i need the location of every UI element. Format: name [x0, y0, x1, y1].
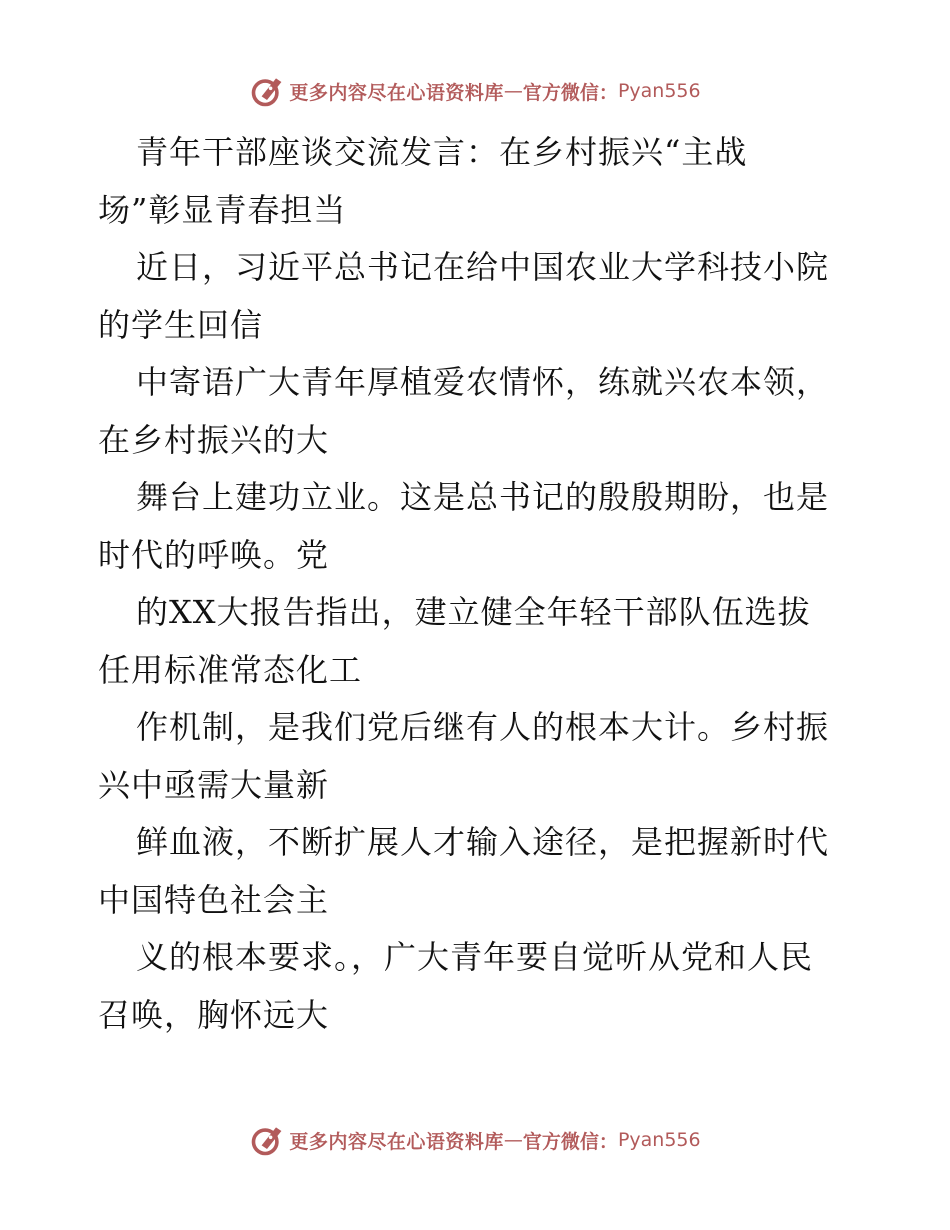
banner-wechat-label: 官方微信： — [522, 81, 618, 104]
paragraph-line: 时代的呼唤。党 — [98, 535, 330, 574]
document-title-line-2: 场”彰显青春担当 — [98, 190, 347, 229]
paragraph-line: 舞台上建功立业。这是总书记的殷殷期盼，也是 — [136, 478, 830, 516]
paragraph-line: 的XX大报告指出，建立健全年轻干部队伍选拔 — [136, 593, 811, 631]
paragraph-line: 近日，习近平总书记在给中国农业大学科技小院 — [136, 248, 830, 286]
banner-wechat-id: Pyan556 — [617, 80, 701, 102]
paragraph-line: 鲜血液，不断扩展人才输入途径，是把握新时代 — [136, 823, 830, 861]
banner-brand-text: 更多内容尽在心语资料库 — [289, 81, 504, 104]
paragraph-line: 作机制，是我们党后继有人的根本大计。乡村振 — [136, 708, 830, 746]
paragraph-line: 兴中亟需大量新 — [98, 765, 330, 804]
header-banner — [0, 71, 950, 111]
paragraph-line: 义的根本要求。，广大青年要自觉听从党和人民 — [136, 938, 814, 976]
banner-separator: — — [503, 1129, 523, 1151]
paragraph-line: 的学生回信 — [98, 305, 264, 344]
banner-separator: — — [503, 80, 523, 102]
banner-wechat-id: Pyan556 — [617, 1129, 701, 1151]
paragraph-line: 在乡村振兴的大 — [98, 420, 330, 459]
footer-banner — [0, 1120, 950, 1160]
paragraph-line: 中国特色社会主 — [98, 880, 330, 919]
document-body — [98, 124, 858, 1044]
pen-nib-logo-icon — [249, 1122, 285, 1158]
document-title-line-1: 青年干部座谈交流发言：在乡村振兴“主战 — [136, 133, 748, 171]
pen-nib-logo-icon — [249, 73, 285, 109]
paragraph-line: 中寄语广大青年厚植爱农情怀，练就兴农本领， — [136, 363, 830, 401]
paragraph-line: 任用标准常态化工 — [98, 650, 363, 689]
banner-wechat-label: 官方微信： — [522, 1130, 618, 1153]
paragraph-line: 召唤，胸怀远大 — [98, 995, 330, 1034]
banner-brand-text: 更多内容尽在心语资料库 — [289, 1130, 504, 1153]
